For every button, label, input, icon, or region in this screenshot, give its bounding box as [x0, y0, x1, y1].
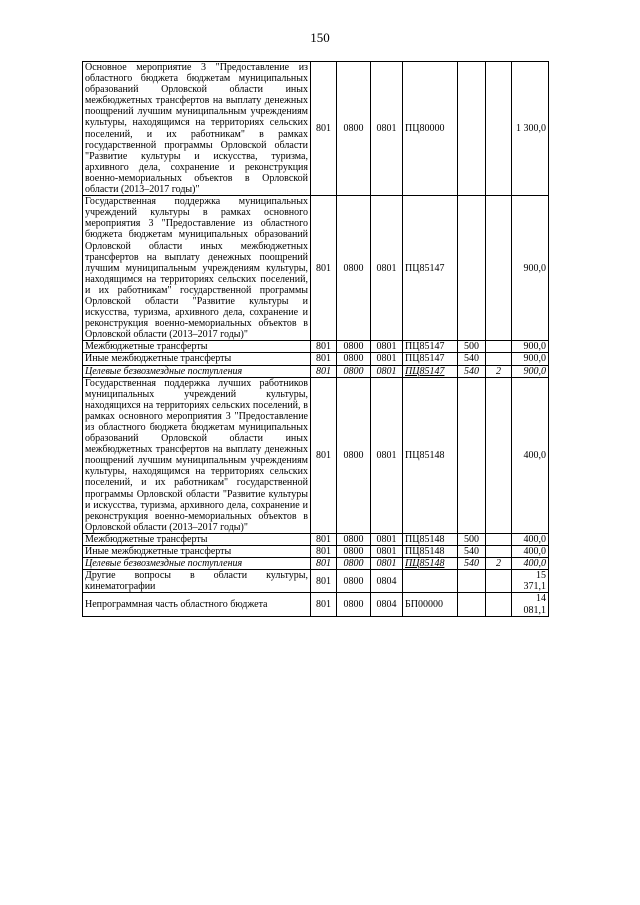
table-row	[83, 546, 549, 558]
ministry-code: 801	[311, 533, 337, 545]
target-article-code: БП00000	[403, 593, 458, 616]
row-name: Непрограммная часть областного бюджета	[83, 593, 311, 616]
funding-code	[486, 62, 512, 196]
section-code: 0800	[337, 570, 371, 593]
subsection-code: 0801	[371, 341, 403, 353]
subsection-code: 0801	[371, 365, 403, 377]
row-name: Целевые безвозмездные поступления	[83, 365, 311, 377]
subsection-code: 0801	[371, 62, 403, 196]
expense-type-code: 500	[458, 341, 486, 353]
section-code: 0800	[337, 62, 371, 196]
expense-type-code: 540	[458, 558, 486, 570]
row-name: Основное мероприятие 3 "Предоставление из областного бюджета бюджетам муниципальных образований Орловской области иных межбюджетных трансфертов на выплату денежных поощрений лучшим муниципальным учреждениям культуры, находящимся на территориях сельских поселений, и их работникам" в рамках государственной программы Орловской области "Развитие культуры и искусства, туризма, архивного дела, сохранение и реконструкция военно-мемориальных объектов в Орловской области (2013–2017 годы)"	[83, 62, 311, 196]
ministry-code: 801	[311, 593, 337, 616]
amount: 900,0	[512, 365, 549, 377]
subsection-code: 0801	[371, 533, 403, 545]
funding-code	[486, 377, 512, 533]
amount: 400,0	[512, 558, 549, 570]
amount: 400,0	[512, 377, 549, 533]
funding-code	[486, 546, 512, 558]
amount: 400,0	[512, 533, 549, 545]
row-name: Целевые безвозмездные поступления	[83, 558, 311, 570]
section-code: 0800	[337, 533, 371, 545]
expense-type-code	[458, 570, 486, 593]
funding-code	[486, 341, 512, 353]
subsection-code: 0801	[371, 558, 403, 570]
section-code: 0800	[337, 593, 371, 616]
section-code: 0800	[337, 377, 371, 533]
table-row	[83, 377, 549, 533]
amount: 400,0	[512, 546, 549, 558]
row-name: Государственная поддержка муниципальных учреждений культуры в рамках основного мероприятия 3 "Предоставление из областного бюджета бюджетам муниципальных образований Орловской области иных межбюджетных трансфертов на выплату денежных поощрений лучшим муниципальным учреждениям культуры, находящимся на территориях сельских поселений, и их работникам" государственной программы Орловской области "Развитие культуры и искусства, туризма, архивного дела, сохранение и реконструкция военно-мемориальных объектов в Орловской области (2013–2017 годы)"	[83, 196, 311, 341]
subsection-code: 0804	[371, 570, 403, 593]
ministry-code: 801	[311, 377, 337, 533]
funding-code	[486, 593, 512, 616]
funding-code: 2	[486, 558, 512, 570]
target-article-code: ПЦ85148	[403, 546, 458, 558]
subsection-code: 0801	[371, 196, 403, 341]
budget-table	[82, 61, 549, 617]
expense-type-code: 540	[458, 365, 486, 377]
table-row	[83, 365, 549, 377]
expense-type-code	[458, 62, 486, 196]
amount: 1 300,0	[512, 62, 549, 196]
subsection-code: 0801	[371, 377, 403, 533]
funding-code	[486, 196, 512, 341]
target-article-code: ПЦ85148	[403, 377, 458, 533]
target-article-code: ПЦ85147	[403, 196, 458, 341]
ministry-code: 801	[311, 546, 337, 558]
ministry-code: 801	[311, 62, 337, 196]
amount: 900,0	[512, 341, 549, 353]
table-row	[83, 533, 549, 545]
table-row	[83, 341, 549, 353]
target-article-code	[403, 570, 458, 593]
subsection-code: 0801	[371, 546, 403, 558]
funding-code: 2	[486, 365, 512, 377]
funding-code	[486, 570, 512, 593]
funding-code	[486, 533, 512, 545]
page-number: 150	[310, 30, 330, 45]
ministry-code: 801	[311, 558, 337, 570]
expense-type-code	[458, 593, 486, 616]
amount: 900,0	[512, 196, 549, 341]
expense-type-code: 540	[458, 546, 486, 558]
table-row	[83, 570, 549, 593]
expense-type-code: 500	[458, 533, 486, 545]
target-article-code: ПЦ80000	[403, 62, 458, 196]
section-code: 0800	[337, 353, 371, 365]
target-article-code: ПЦ85147	[403, 341, 458, 353]
row-name: Иные межбюджетные трансферты	[83, 353, 311, 365]
row-name: Государственная поддержка лучших работников муниципальных учреждений культуры, находящихся на территориях сельских поселений, в рамках основного мероприятия 3 "Предоставление из областного бюджета бюджетам муниципальных образований Орловской области иных межбюджетных трансфертов на выплату денежных поощрений лучшим муниципальным учреждениям культуры, находящимся на территориях сельских поселений, и их работникам" государственной программы Орловской области "Развитие культуры и искусства, туризма, архивного дела, сохранение и реконструкция военно-мемориальных объектов в Орловской области (2013–2017 годы)"	[83, 377, 311, 533]
row-name: Другие вопросы в области культуры, кинематографии	[83, 570, 311, 593]
funding-code	[486, 353, 512, 365]
section-code: 0800	[337, 546, 371, 558]
amount: 15 371,1	[512, 570, 549, 593]
amount: 14 081,1	[512, 593, 549, 616]
section-code: 0800	[337, 558, 371, 570]
row-name: Иные межбюджетные трансферты	[83, 546, 311, 558]
subsection-code: 0804	[371, 593, 403, 616]
expense-type-code	[458, 377, 486, 533]
target-article-code: ПЦ85147	[403, 365, 458, 377]
section-code: 0800	[337, 196, 371, 341]
target-article-code: ПЦ85148	[403, 558, 458, 570]
section-code: 0800	[337, 365, 371, 377]
row-name: Межбюджетные трансферты	[83, 341, 311, 353]
row-name: Межбюджетные трансферты	[83, 533, 311, 545]
ministry-code: 801	[311, 196, 337, 341]
table-row	[83, 353, 549, 365]
ministry-code: 801	[311, 570, 337, 593]
ministry-code: 801	[311, 365, 337, 377]
subsection-code: 0801	[371, 353, 403, 365]
target-article-code: ПЦ85148	[403, 533, 458, 545]
table-row	[83, 593, 549, 616]
table-row	[83, 62, 549, 196]
ministry-code: 801	[311, 341, 337, 353]
table-row	[83, 196, 549, 341]
amount: 900,0	[512, 353, 549, 365]
section-code: 0800	[337, 341, 371, 353]
table-row	[83, 558, 549, 570]
expense-type-code: 540	[458, 353, 486, 365]
ministry-code: 801	[311, 353, 337, 365]
expense-type-code	[458, 196, 486, 341]
target-article-code: ПЦ85147	[403, 353, 458, 365]
